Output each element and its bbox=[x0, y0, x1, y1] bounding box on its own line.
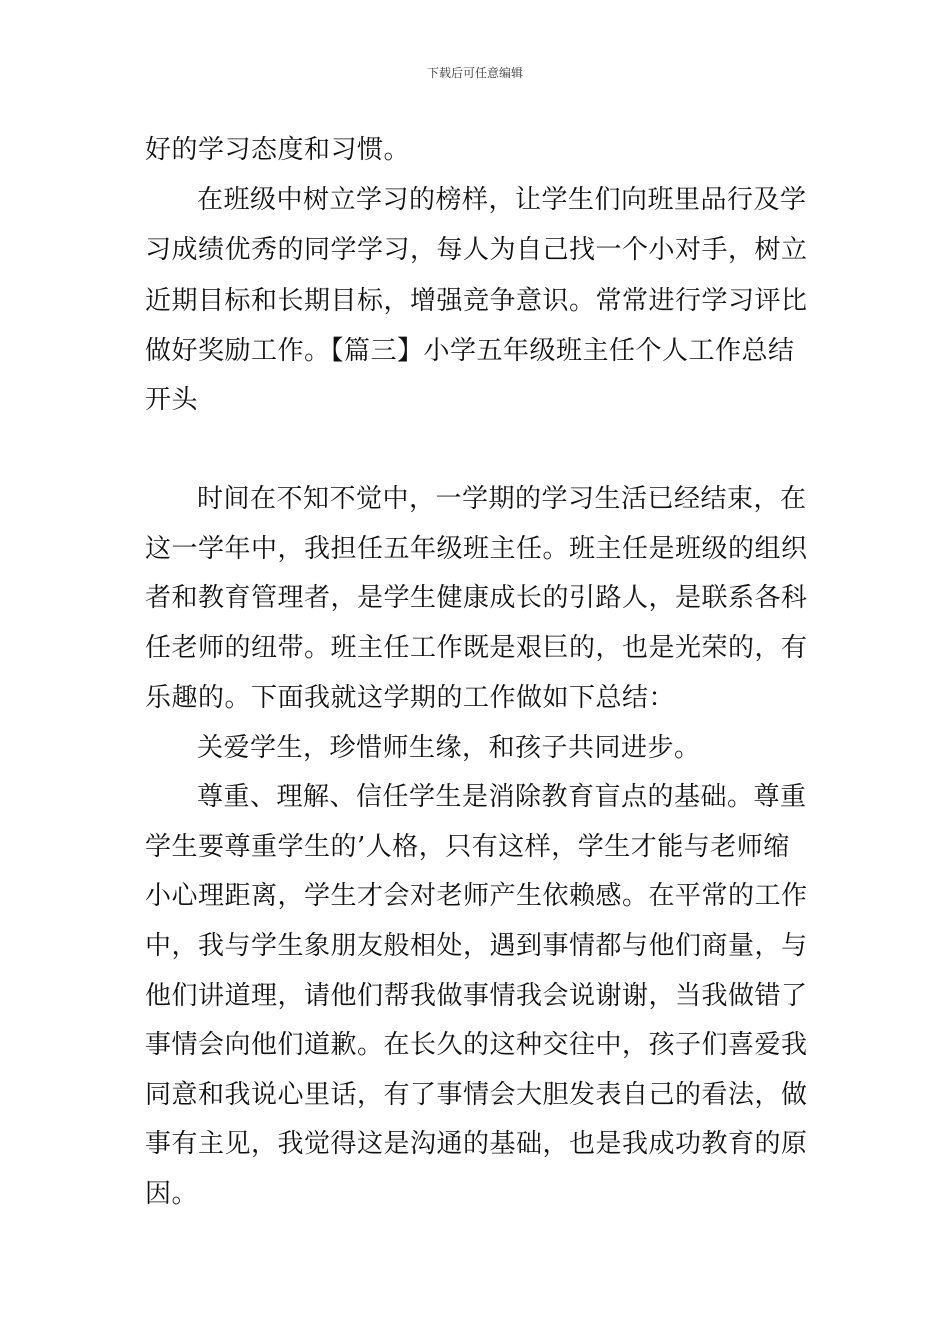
text-line: 中，我与学生象朋友般相处，遇到事情都与他们商量，与 bbox=[145, 931, 808, 961]
text-line: 好的学习态度和习惯。 bbox=[145, 135, 411, 165]
page-header: 下载后可任意编辑 bbox=[426, 66, 523, 80]
text-line: 因。 bbox=[145, 1179, 199, 1209]
text-line: 乐趣的。下面我就这学期的工作做如下总结： bbox=[145, 683, 676, 713]
paragraph-first-line: 时间在不知不觉中，一学期的学习生活已经结束，在 bbox=[197, 484, 807, 514]
text-line: 习成绩优秀的同学学习，每人为自己找一个小对手，树立 bbox=[145, 235, 808, 265]
paragraph-first-line: 关爱学生，珍惜师生缘，和孩子共同进步。 bbox=[197, 733, 701, 763]
paragraph-first-line: 在班级中树立学习的榜样，让学生们向班里品行及学 bbox=[197, 185, 807, 215]
text-line: 任老师的纽带。班主任工作既是艰巨的，也是光荣的，有 bbox=[145, 633, 808, 663]
text-line: 学生要尊重学生的’人格，只有这样，学生才能与老师缩 bbox=[145, 832, 790, 862]
text-line: 同意和我说心里话，有了事情会大胆发表自己的看法，做 bbox=[145, 1080, 808, 1110]
text-line: 做好奖励工作。【篇三】小学五年级班主任个人工作总结 bbox=[145, 336, 795, 366]
text-line: 开头 bbox=[145, 385, 199, 415]
text-line: 事有主见，我觉得这是沟通的基础，也是我成功教育的原 bbox=[145, 1129, 808, 1159]
text-line: 他们讲道理，请他们帮我做事情我会说谢谢，当我做错了 bbox=[145, 981, 808, 1011]
paragraph-first-line: 尊重、理解、信任学生是消除教育盲点的基础。尊重 bbox=[197, 782, 807, 812]
text-line: 小心理距离，学生才会对老师产生依赖感。在平常的工作 bbox=[145, 881, 808, 911]
text-line: 事情会向他们道歉。在长久的这种交往中，孩子们喜爱我 bbox=[145, 1030, 808, 1060]
text-line: 者和教育管理者，是学生健康成长的引路人，是联系各科 bbox=[145, 583, 808, 613]
text-line: 近期目标和长期目标，增强竞争意识。常常进行学习评比 bbox=[145, 286, 808, 316]
text-line: 这一学年中，我担任五年级班主任。班主任是班级的组织 bbox=[145, 534, 808, 564]
